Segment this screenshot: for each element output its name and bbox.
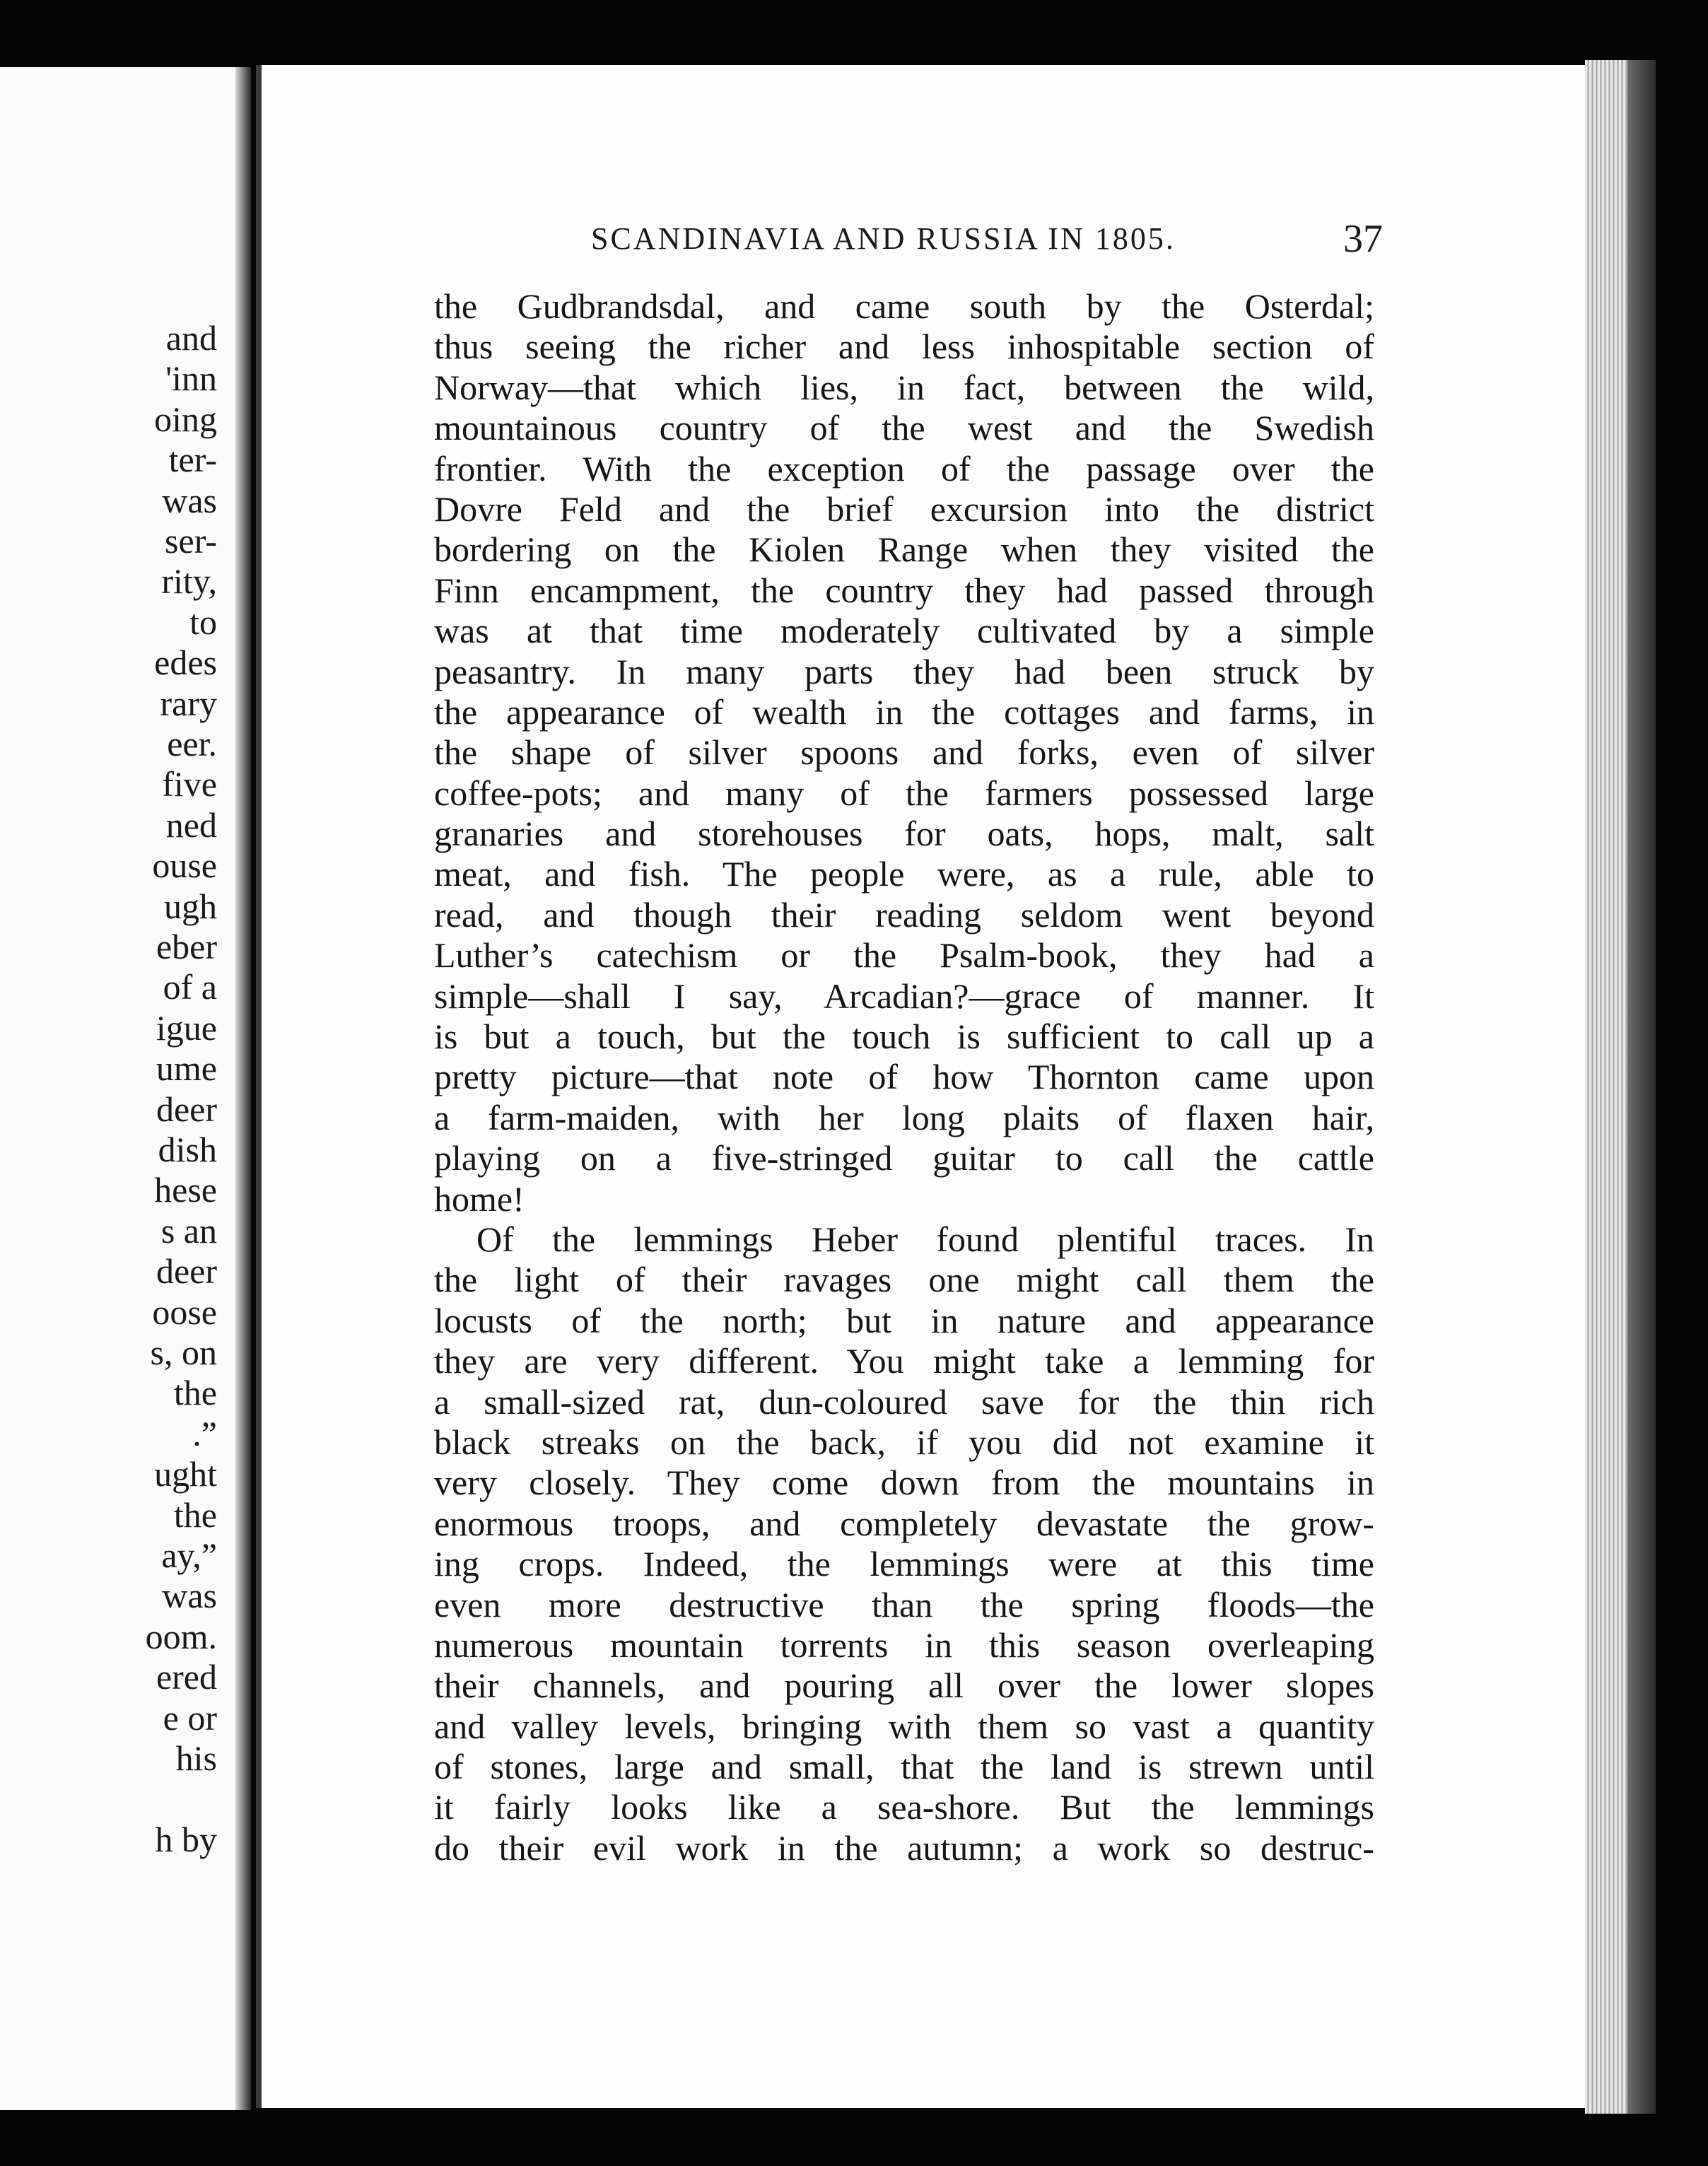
- page-number: 37: [1343, 217, 1383, 261]
- body-text: [434, 286, 1374, 1868]
- left-page-fragment: rary: [160, 683, 217, 723]
- text-line: very closely. They come down from the mountains in: [434, 1463, 1374, 1503]
- left-page-fragment: and: [165, 318, 217, 358]
- left-page-fragment: ouse: [152, 845, 217, 886]
- left-page-fragment: hese: [154, 1170, 217, 1210]
- left-page-fragment: his: [175, 1738, 217, 1778]
- text-line: even more destructive than the spring floods—the: [434, 1584, 1374, 1624]
- text-line: black streaks on the back, if you did not examine it: [434, 1422, 1374, 1462]
- left-page-fragment: to: [189, 602, 217, 642]
- text-line: it fairly looks like a sea-shore. But the lemmings: [434, 1787, 1374, 1827]
- text-line: the appearance of wealth in the cottages and farms, in: [434, 691, 1374, 732]
- text-line: a farm-maiden, with her long plaits of flaxen hair,: [434, 1097, 1374, 1137]
- text-line: the light of their ravages one might call them the: [434, 1260, 1374, 1300]
- text-line: Norway—that which lies, in fact, between the wild,: [434, 367, 1374, 407]
- text-line: Luther’s catechism or the Psalm-book, they had a: [434, 935, 1374, 976]
- text-line: numerous mountain torrents in this season overleaping: [434, 1624, 1374, 1665]
- left-page-fragment: igue: [156, 1007, 217, 1048]
- left-page-fragment: deer: [156, 1251, 217, 1292]
- left-page-fragment: was: [162, 1576, 217, 1616]
- page-edges: [1585, 60, 1656, 2114]
- gutter-shadow: [235, 67, 251, 2110]
- left-page-fragment: ume: [156, 1048, 217, 1089]
- left-page-fragment: of a: [163, 967, 217, 1007]
- text-line: home!: [434, 1178, 525, 1219]
- text-line: their channels, and pouring all over the lower slopes: [434, 1666, 1374, 1706]
- text-line: simple—shall I say, Arcadian?—grace of manner. It: [434, 976, 1374, 1016]
- text-line: and valley levels, bringing with them so vast a quantity: [434, 1706, 1374, 1746]
- left-page-fragment: .”: [192, 1413, 217, 1453]
- left-page-fragment: edes: [154, 643, 217, 683]
- running-head: SCANDINAVIA AND RUSSIA IN 1805.: [591, 221, 1176, 256]
- left-page-fragment: ugh: [164, 886, 217, 926]
- text-line: of stones, large and small, that the land is strewn until: [434, 1747, 1374, 1787]
- left-page-fragment: oose: [152, 1292, 217, 1332]
- text-line: ing crops. Indeed, the lemmings were at this time: [434, 1544, 1374, 1584]
- text-line: a small-sized rat, dun-coloured save for the thin rich: [434, 1381, 1374, 1422]
- left-page-fragment: s an: [160, 1210, 217, 1251]
- text-line: was at that time moderately cultivated by a simple: [434, 611, 1374, 651]
- left-page-fragment: ned: [165, 804, 217, 845]
- left-page-fragment: ered: [156, 1657, 217, 1697]
- left-page-fragment: ught: [154, 1454, 217, 1494]
- text-line: the shape of silver spoons and forks, even of silver: [434, 732, 1374, 773]
- text-line: granaries and storehouses for oats, hops, malt, salt: [434, 814, 1374, 854]
- text-line: locusts of the north; but in nature and appearance: [434, 1300, 1374, 1340]
- text-line: read, and though their reading seldom went beyond: [434, 894, 1374, 935]
- left-page-fragment: dish: [158, 1130, 217, 1169]
- text-line: peasantry. In many parts they had been struck by: [434, 651, 1374, 691]
- left-page-fragment: the: [173, 1373, 217, 1413]
- text-line: mountainous country of the west and the Swedish: [434, 408, 1374, 448]
- text-line: Finn encampment, the country they had passed through: [434, 570, 1374, 610]
- text-line: they are very different. You might take a lemming for: [434, 1341, 1374, 1381]
- left-page-fragment: ay,”: [161, 1535, 217, 1575]
- text-line: playing on a five-stringed guitar to call the cattle: [434, 1138, 1374, 1178]
- left-page-fragment: ser-: [165, 521, 217, 561]
- left-page: [0, 67, 251, 2110]
- left-page-fragment: rity,: [161, 561, 217, 602]
- text-line: the Gudbrandsdal, and came south by the Osterdal;: [434, 286, 1374, 326]
- left-page-fragment: s, on: [150, 1333, 217, 1372]
- left-page-fragment: five: [162, 764, 217, 804]
- left-page-fragment: e or: [163, 1697, 217, 1738]
- text-line: Dovre Feld and the brief excursion into the district: [434, 488, 1374, 529]
- left-page-fragment: h by: [155, 1819, 217, 1859]
- left-page-fragment: 'inn: [165, 358, 217, 399]
- left-page-fragment: was: [162, 480, 217, 520]
- text-line: pretty picture—that note of how Thornton came upon: [434, 1057, 1374, 1097]
- left-page-fragment: ter-: [168, 440, 217, 480]
- left-page-fragment: oing: [154, 399, 217, 439]
- text-line: frontier. With the exception of the passage over the: [434, 448, 1374, 488]
- left-page-fragment: oom.: [145, 1616, 217, 1656]
- left-page-fragment: deer: [156, 1089, 217, 1129]
- text-line: do their evil work in the autumn; a work so destruc-: [434, 1827, 1374, 1868]
- text-line: thus seeing the richer and less inhospitable section of: [434, 327, 1374, 367]
- text-line: coffee-pots; and many of the farmers possessed large: [434, 773, 1374, 813]
- text-line: enormous troops, and completely devastate the grow-: [434, 1503, 1374, 1543]
- text-line: is but a touch, but the touch is sufficient to call up a: [434, 1017, 1374, 1057]
- text-line: bordering on the Kiolen Range when they visited the: [434, 529, 1374, 570]
- left-page-fragment: eer.: [167, 724, 217, 763]
- left-page-fragment: eber: [156, 927, 217, 966]
- text-line: Of the lemmings Heber found plentiful traces. In: [476, 1219, 1374, 1259]
- left-page-fragment: the: [173, 1494, 217, 1535]
- text-line: meat, and fish. The people were, as a rule, able to: [434, 854, 1374, 894]
